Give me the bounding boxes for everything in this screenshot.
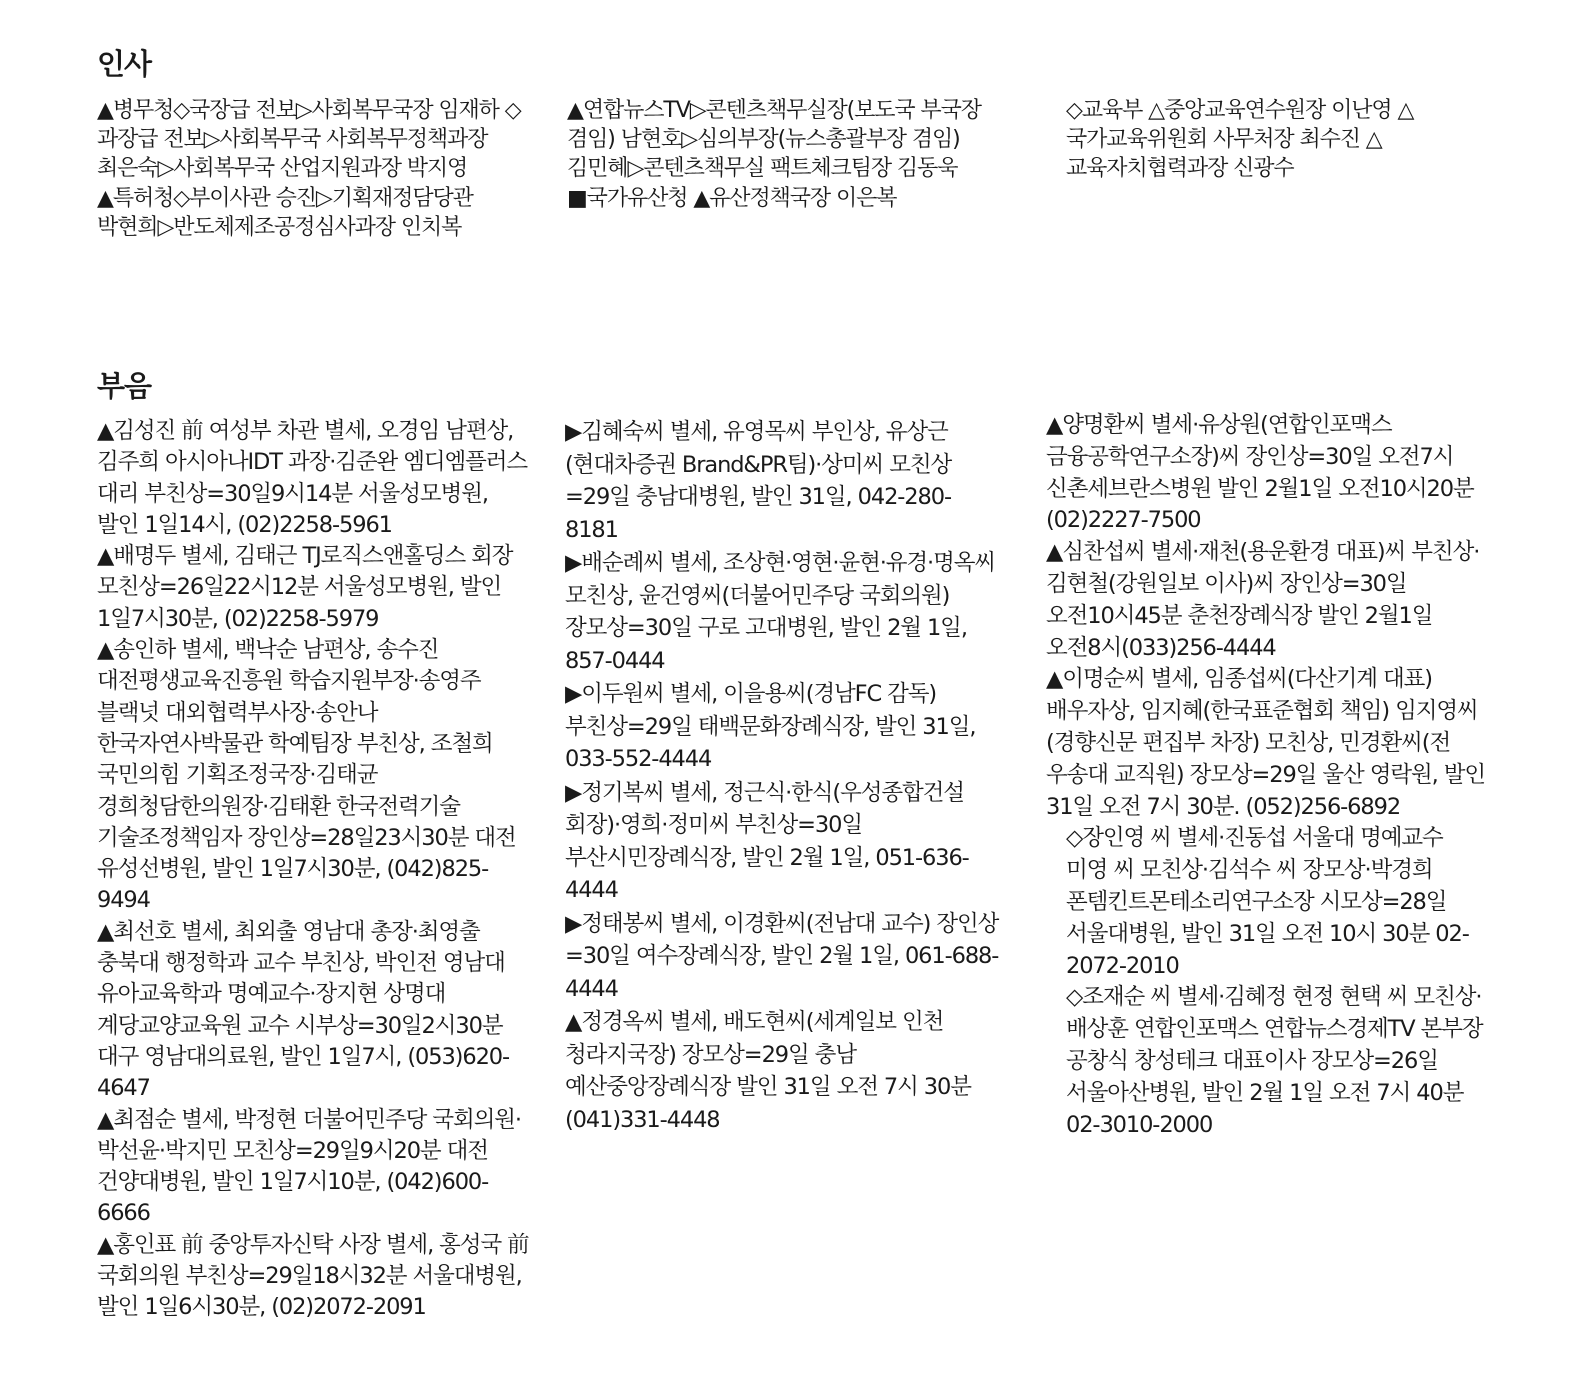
obituary-entry: ◇조재순 씨 별세·김혜정 현정 현택 씨 모친상·배상훈 연합인포맥스 연합뉴스경제TV 본부장 공창식 창성테크 대표이사 장모상=26일 서울아산병원, 발인 2월 1일 오전 7시 40분 02-3010-2000 xyxy=(1066,984,1483,1138)
obituary-entry: ▶배순례씨 별세, 조상현·영현·윤현·유경·명옥씨 모친상, 윤건영씨(더불어민주당 국회의원) 장모상=30일 구로 고대병원, 발인 2월 1일, 857-0444 xyxy=(565,550,995,674)
obituary-entry: ▲홍인표 前 중앙투자신탁 사장 별세, 홍성국 前 국회의원 부친상=29일18시32분 서울대병원, 발인 1일6시30분, (02)2072-2091 xyxy=(97,1231,529,1321)
appointments-title: 인사 xyxy=(97,47,152,81)
obituary-entry: ▶정태봉씨 별세, 이경환씨(전남대 교수) 장인상=30일 여수장례식장, 발인 2월 1일, 061-688-4444 xyxy=(565,910,999,1002)
obituary-entry: ▶정기복씨 별세, 정근식·한식(우성종합건설 회장)·영희·정미씨 부친상=30일 부산시민장례식장, 발인 2월 1일, 051-636-4444 xyxy=(565,779,969,903)
obituary-entry: ▲이명순씨 별세, 임종섭씨(다산기계 대표) 배우자상, 임지혜(한국표준협회 책임) 임지영씨(경향신문 편집부 차장) 모친상, 민경환씨(전 우송대 교직원) 장모상=29일 울산 영락원, 발인 31일 오전 7시 30분. (052)256-6892 xyxy=(1046,666,1485,820)
obituaries-column-3 xyxy=(1046,410,1486,1141)
obituary-entry: ▲최선호 별세, 최외출 영남대 총장·최영출 충북대 행정학과 교수 부친상, 박인전 영남대 유아교육학과 명예교수·장지현 상명대 계당교양교육원 교수 시부상=30일2시30분 대구 영남대의료원, 발인 1일7시, (053)620-4647 xyxy=(97,918,510,1102)
obituaries-column-1 xyxy=(97,416,529,1324)
obituary-entry: ▲김성진 前 여성부 차관 별세, 오경임 남편상, 김주희 아시아나IDT 과장·김준완 엠디엠플러스 대리 부친상=30일9시14분 서울성모병원, 발인 1일14시, (02)2258-5961 xyxy=(97,418,528,538)
obituary-entry: ▲최점순 별세, 박정현 더불어민주당 국회의원·박선윤·박지민 모친상=29일9시20분 대전 건양대병원, 발인 1일7시10분, (042)600-6666 xyxy=(97,1106,521,1227)
appointment-entry: ◇교육부 △중앙교육연수원장 이난영 △국가교육위원회 사무처장 최수진 △교육자치협력과장 신광수 xyxy=(1066,98,1414,182)
obituary-entry: ◇장인영 씨 별세·진동섭 서울대 명예교수 미영 씨 모친상·김석수 씨 장모상·박경희 폰템킨트몬테소리연구소장 시모상=28일 서울대병원, 발인 31일 오전 10시 30분 02-2072-2010 xyxy=(1066,825,1469,979)
obituary-entry: ▲정경옥씨 별세, 배도현씨(세계일보 인천 청라지국장) 장모상=29일 충남 예산중앙장례식장 발인 31일 오전 7시 30분 (041)331-4448 xyxy=(565,1009,971,1133)
appointment-entry: ■국가유산청 ▲유산정책국장 이은복 xyxy=(567,185,897,211)
appointment-entry: ▲특허청◇부이사관 승진▷기획재정담당관 박현희▷반도체제조공정심사과장 인치복 xyxy=(97,185,473,240)
obituaries-column-2 xyxy=(565,416,1001,1136)
obituaries-title: 부음 xyxy=(97,369,152,403)
obituary-entry: ▲양명환씨 별세·유상원(연합인포맥스 금융공학연구소장)씨 장인상=30일 오전7시 신촌세브란스병원 발인 2월1일 오전10시20분 (02)2227-7500 xyxy=(1046,412,1474,534)
appointments-column-1 xyxy=(97,96,529,242)
appointments-column-3 xyxy=(1046,96,1484,184)
obituary-entry: ▶이두원씨 별세, 이을용씨(경남FC 감독) 부친상=29일 태백문화장례식장, 발인 31일, 033-552-4444 xyxy=(565,681,976,772)
obituary-entry: ▲심찬섭씨 별세·재천(용운환경 대표)씨 부친상·김현철(강원일보 이사)씨 장인상=30일 오전10시45분 춘천장례식장 발인 2월1일 오전8시(033)256-4444 xyxy=(1046,539,1480,661)
obituary-entry: ▶김혜숙씨 별세, 유영목씨 부인상, 유상근(현대차증권 Brand&PR팀)·상미씨 모친상=29일 충남대병원, 발인 31일, 042-280-8181 xyxy=(565,419,952,543)
appointments-column-2 xyxy=(567,96,999,213)
obituary-entry: ▲배명두 별세, 김태근 TJ로직스앤홀딩스 회장 모친상=26일22시12분 서울성모병원, 발인 1일7시30분, (02)2258-5979 xyxy=(97,543,513,632)
obituary-entry: ▲송인하 별세, 백낙순 남편상, 송수진 대전평생교육진흥원 학습지원부장·송영주 블랙넛 대외협력부사장·송안나 한국자연사박물관 학예팀장 부친상, 조철희 국민의힘 기획조정국장·김태균 경희청담한의원장·김태환 한국전력기술 기술조정책임자 장인상=28일23시30분 대전 유성선병원, 발인 1일7시30분, (042)825-9494 xyxy=(97,637,516,914)
appointment-entry: ▲연합뉴스TV▷콘텐츠책무실장(보도국 부국장 겸임) 남현호▷심의부장(뉴스총괄부장 겸임) 김민혜▷콘텐츠책무실 팩트체크팀장 김동욱 xyxy=(567,98,981,182)
appointment-entry: ▲병무청◇국장급 전보▷사회복무국장 임재하 ◇과장급 전보▷사회복무국 사회복무정책과장 최은숙▷사회복무국 산업지원과장 박지영 xyxy=(97,98,521,182)
